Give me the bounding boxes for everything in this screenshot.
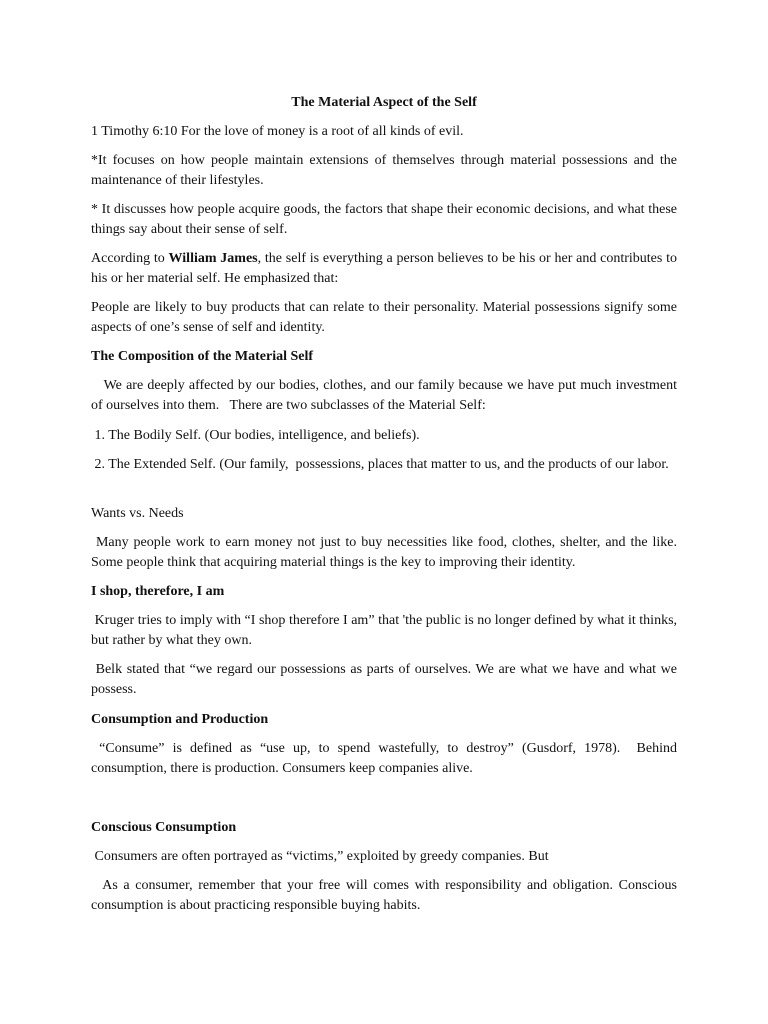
belk-paragraph: Belk stated that “we regard our possessions as parts of ourselves. We are what we have and what we possess. <box>91 662 681 697</box>
extended-self-item: 2. The Extended Self. (Our family, possessions, places that matter to us, and the products of our labor. <box>91 457 669 472</box>
wants-needs-heading: Wants vs. Needs <box>91 506 184 521</box>
conscious-heading: Conscious Consumption <box>91 820 237 835</box>
bodily-self-item: 1. The Bodily Self. (Our bodies, intelligence, and beliefs). <box>91 428 420 443</box>
composition-paragraph: We are deeply affected by our bodies, clothes, and our family because we have put much investment of ourselves into them. There are two subclasses of the Material Self: <box>91 378 681 413</box>
victims-paragraph: Consumers are often portrayed as “victims,” exploited by greedy companies. But <box>91 849 549 864</box>
document-title: The Material Aspect of the Self <box>291 95 477 110</box>
james-text-after: , the self is everything a person believes to be his or her and contributes to his or her material self. He emphasized that: <box>91 251 678 286</box>
consumption-paragraph: “Consume” is defined as “use up, to spend wastefully, to destroy” (Gusdorf, 1978). Behind consumption, there is production. Consumers keep companies alive. <box>91 741 681 776</box>
composition-heading: The Composition of the Material Self <box>91 349 314 364</box>
consumption-heading: Consumption and Production <box>91 712 269 727</box>
shop-heading: I shop, therefore, I am <box>91 584 225 599</box>
focus-paragraph: *It focuses on how people maintain extensions of themselves through material possessions and the maintenance of their lifestyles. <box>91 153 677 188</box>
discusses-paragraph: * It discusses how people acquire goods, the factors that shape their economic decisions, and what these things say about their sense of self. <box>91 202 677 237</box>
verse-paragraph: 1 Timothy 6:10 For the love of money is a root of all kinds of evil. <box>91 124 464 139</box>
william-james-paragraph <box>91 249 677 289</box>
wants-paragraph: Many people work to earn money not just to buy necessities like food, clothes, shelter, and the like. Some people think that acquiring material things is the key to improving their identity. <box>91 535 685 570</box>
james-text-before: According to <box>91 251 169 266</box>
products-paragraph: People are likely to buy products that can relate to their personality. Material possessions signify some aspects of one’s sense of self and identity. <box>91 300 677 335</box>
kruger-paragraph: Kruger tries to imply with “I shop therefore I am” that 'the public is no longer defined by what it thinks, but rather by what they own. <box>91 613 681 648</box>
william-james-name: William James <box>168 251 258 266</box>
obligation-paragraph: As a consumer, remember that your free will comes with responsibility and obligation. Conscious consumption is about practicing responsible buying habits. <box>91 878 681 913</box>
